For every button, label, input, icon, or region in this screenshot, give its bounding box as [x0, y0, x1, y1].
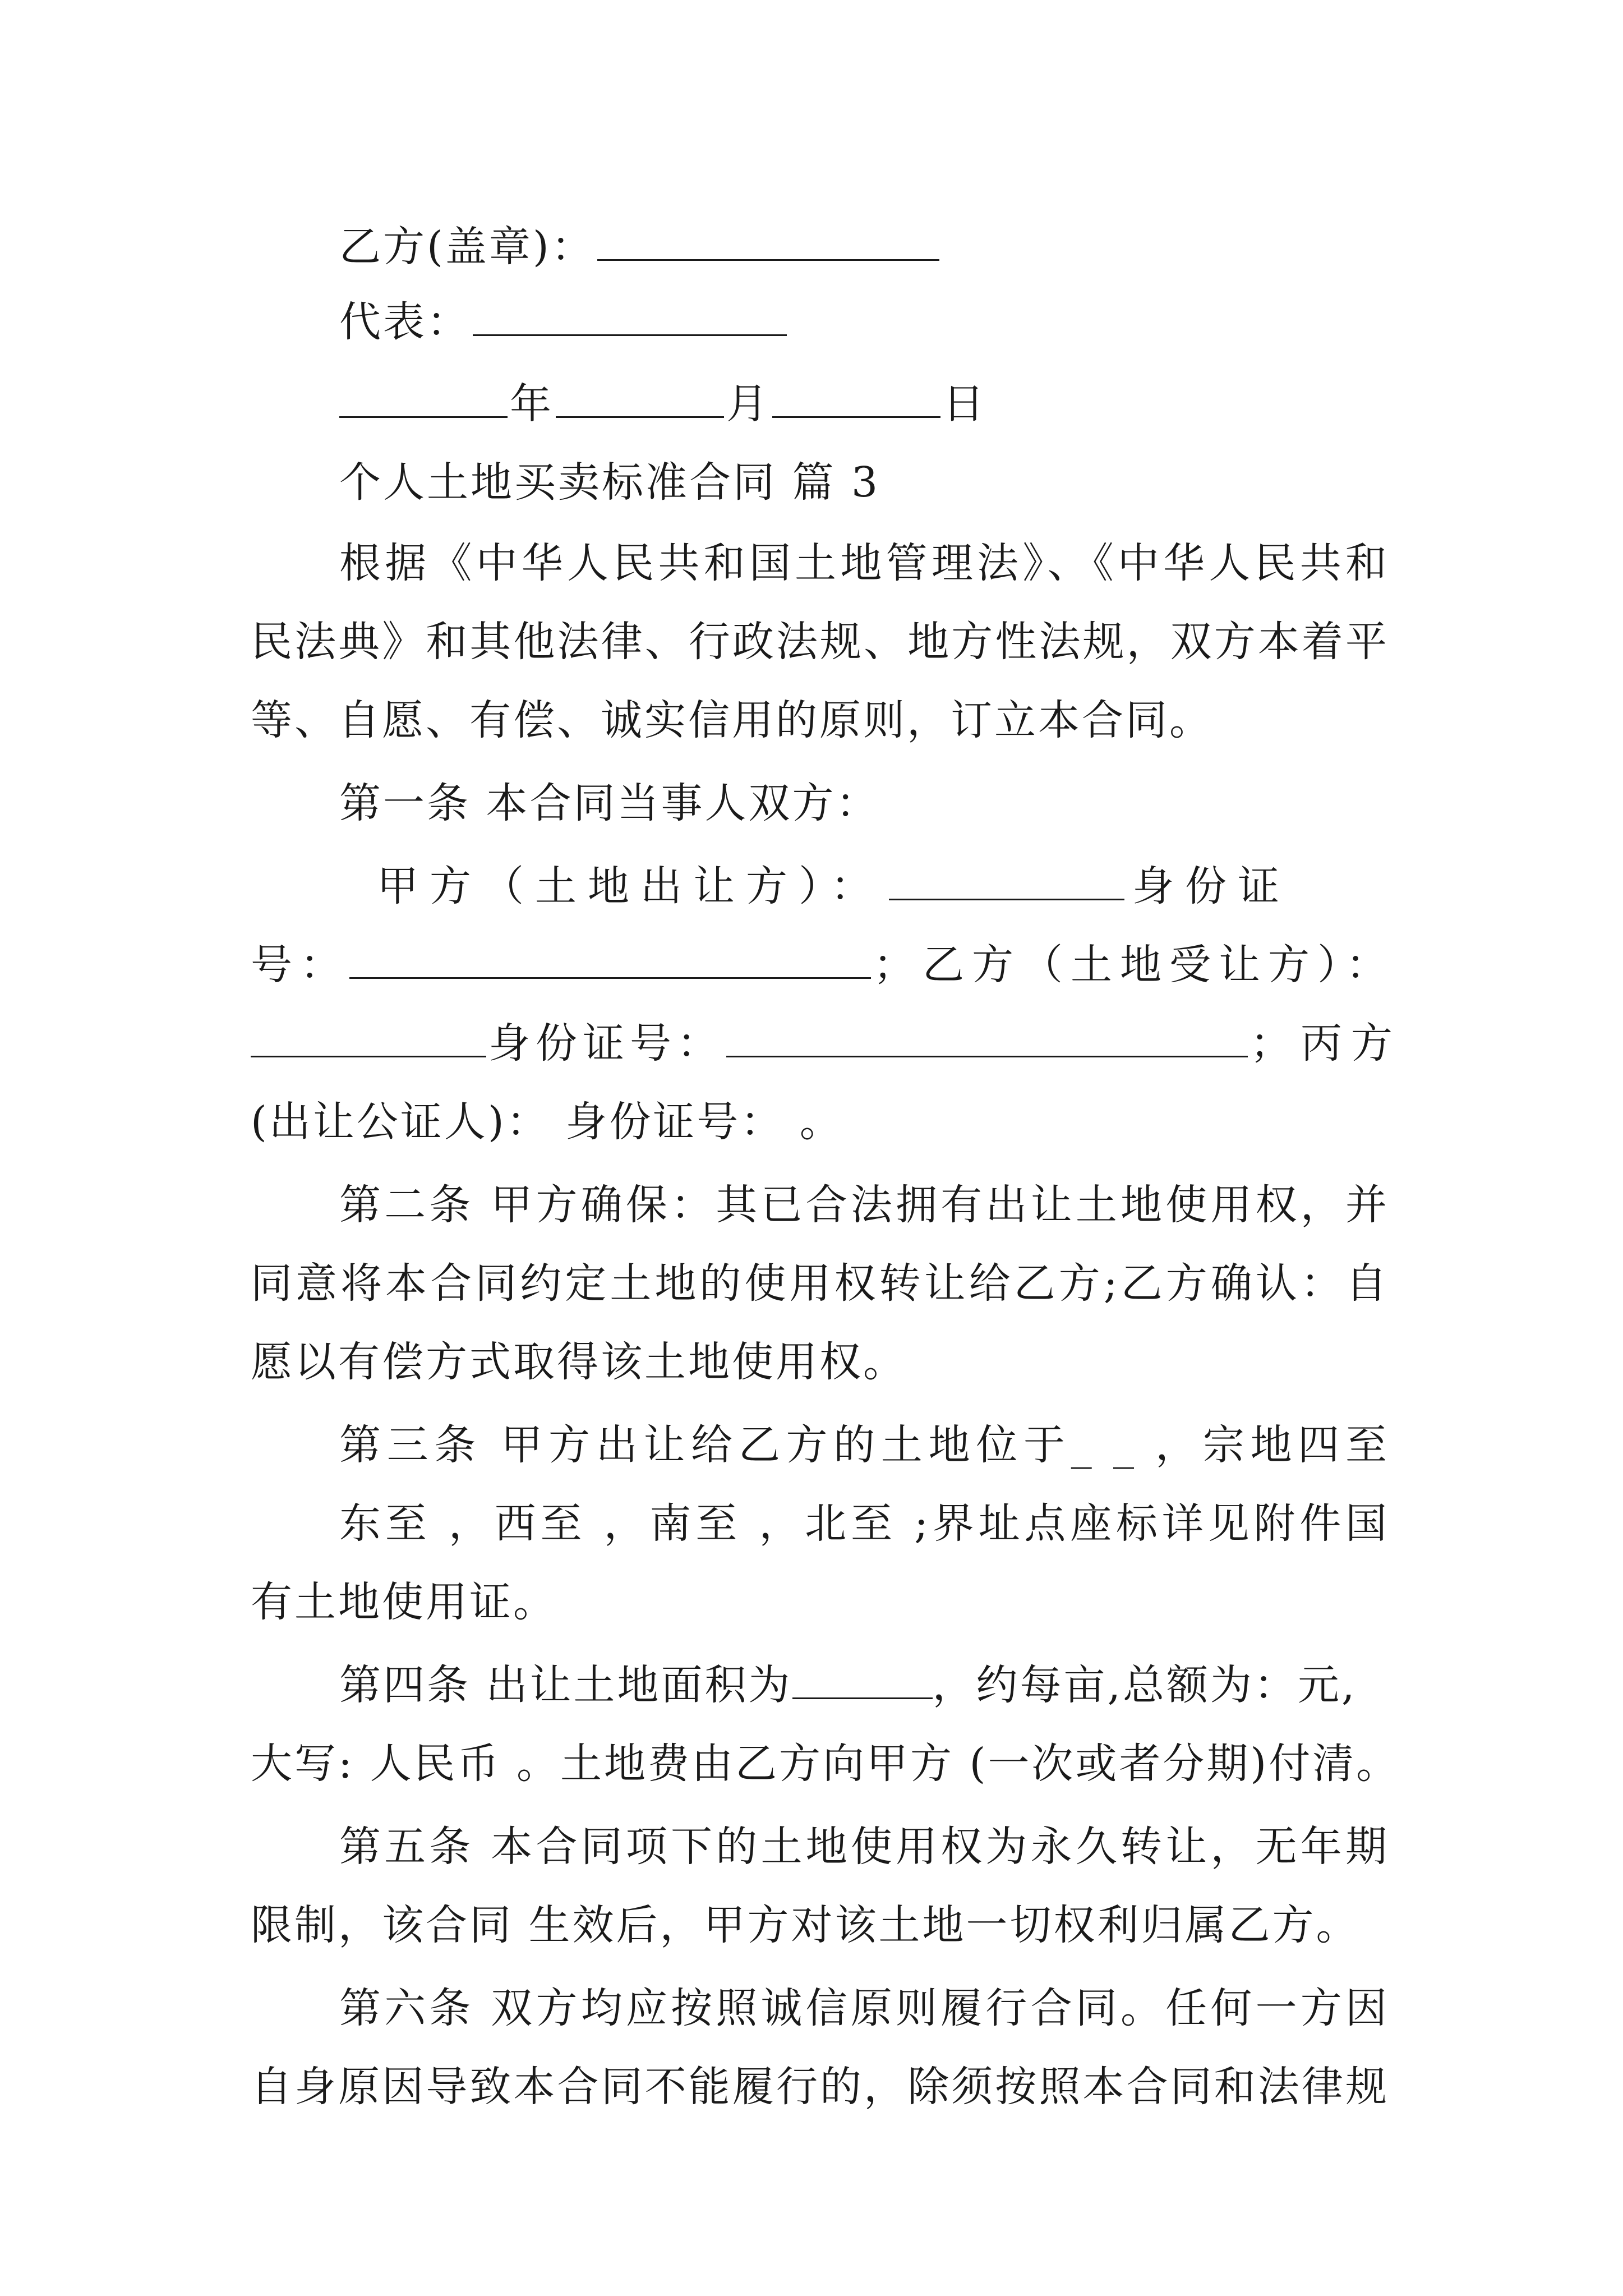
- article3-line-2: 东至 ，西至 ，南至 ，北至 ;界址点座标详见附件国: [339, 1499, 1389, 1548]
- article1-heading: 第一条 本合同当事人双方：: [339, 779, 880, 827]
- party-b-seal-blank: [597, 229, 939, 261]
- party-c-label: ；丙方: [1250, 1019, 1401, 1068]
- article6-line-2: 自身原因导致本合同不能履行的，除须按照本合同和法律规: [251, 2063, 1389, 2111]
- document-body: [251, 208, 1401, 2126]
- date-line: [251, 365, 1389, 443]
- id-label-2: 身份证号：: [488, 1019, 724, 1068]
- article3-line-1: 第三条 甲方出让给乙方的土地位于_ _ ，宗地四至: [339, 1421, 1389, 1469]
- area-blank: [792, 1667, 933, 1699]
- year-label: 年: [510, 380, 554, 428]
- article1-party-a-line: [251, 847, 1389, 926]
- article5-line-1: 第五条 本合同项下的土地使用权为永久转让，无年期: [339, 1823, 1389, 1871]
- day-blank: [772, 386, 940, 418]
- id-label-1b: 号：: [251, 941, 349, 989]
- article5-line-2: 限制，该合同 生效后，甲方对该土地一切权利归属乙方。: [251, 1901, 1360, 1949]
- article4-line-2: 大写: 人民币 。土地费由乙方向甲方 (一次或者分期)付清。: [251, 1740, 1400, 1788]
- party-b-seal-line: [251, 208, 1389, 286]
- article4-line-1: [251, 1646, 1389, 1724]
- day-label: 日: [943, 380, 986, 428]
- party-b-blank: [251, 1025, 486, 1057]
- representative-blank: [473, 304, 787, 336]
- preamble-line-1: 根据《中华人民共和国土地管理法》、《中华人民共和: [339, 539, 1389, 587]
- article2-line-1: 第二条 甲方确保：其已合法拥有出让土地使用权，并: [339, 1181, 1389, 1229]
- article4-part1: 第四条 出让土地面积为: [339, 1661, 792, 1709]
- article1-id-line: [251, 926, 1395, 1004]
- month-label: 月: [726, 380, 770, 428]
- preamble-line-2: 民法典》和其他法律、行政法规、地方性法规，双方本着平: [251, 618, 1389, 666]
- party-a-label: 甲方（土地出让方）：: [377, 862, 883, 910]
- article1-party-b-id-line: [251, 1004, 1401, 1083]
- article6-line-1: 第六条 双方均应按照诚信原则履行合同。任何一方因: [339, 1984, 1389, 2032]
- party-b-seal-label: 乙方(盖章)：: [339, 223, 595, 271]
- representative-line: [251, 283, 1389, 361]
- month-blank: [556, 386, 724, 418]
- article1-notary-line: (出让公证人)： 身份证号： 。: [251, 1098, 843, 1146]
- party-b-id-blank: [726, 1025, 1248, 1057]
- article3-line-3: 有土地使用证。: [251, 1578, 557, 1626]
- id-label-1: 身份证: [1132, 862, 1290, 910]
- party-b-label: ；乙方（土地受让方）：: [873, 941, 1395, 989]
- article4-part2: ，约每亩,总额为：元,: [932, 1661, 1357, 1709]
- section-title: 个人土地买卖标准合同 篇 3: [339, 458, 880, 507]
- preamble-line-3: 等、自愿、有偿、诚实信用的原则，订立本合同。: [251, 696, 1213, 744]
- article2-line-3: 愿以有偿方式取得该土地使用权。: [251, 1338, 907, 1386]
- representative-label: 代表：: [339, 298, 471, 346]
- party-a-id-blank: [349, 947, 871, 979]
- article2-line-2: 同意将本合同约定土地的使用权转让给乙方;乙方确认：自: [251, 1259, 1389, 1308]
- party-a-blank: [889, 868, 1124, 900]
- year-blank: [339, 386, 508, 418]
